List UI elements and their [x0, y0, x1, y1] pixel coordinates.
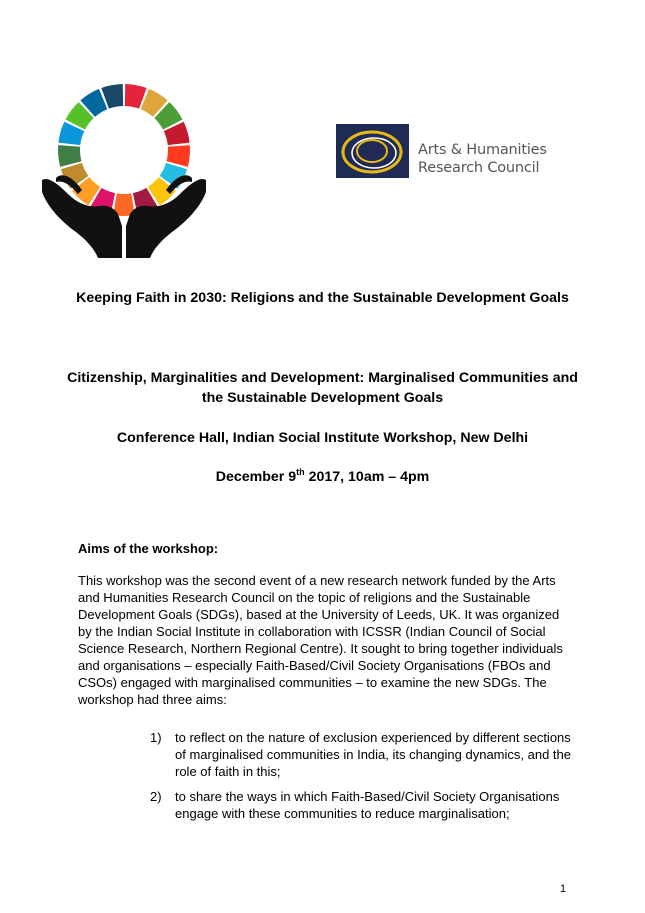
sdg-wheel-segment	[58, 145, 81, 167]
cupped-hands-icon	[42, 179, 206, 258]
sdg-wheel-hands-icon	[38, 80, 210, 260]
paragraph-line: by the Indian Social Institute in collaboration with ICSSR (Indian Council of Social	[78, 624, 546, 639]
paragraph-line: Development Goals (SDGs), based at the University of Leeds, UK. It was organized	[78, 607, 560, 622]
list-item-number: 2)	[150, 789, 162, 804]
aims-heading: Aims of the workshop:	[78, 541, 219, 556]
paragraph-line: This workshop was the second event of a new research network funded by the Arts	[78, 573, 556, 588]
ahrc-emblem-icon	[336, 124, 409, 178]
list-item-number: 1)	[150, 730, 162, 745]
paragraph-line: and organisations – especially Faith-Based/Civil Society Organisations (FBOs and	[78, 658, 551, 673]
ahrc-wordmark	[418, 141, 547, 177]
sdg-wheel-segment	[167, 145, 190, 167]
ahrc-logo	[336, 124, 566, 178]
list-item	[150, 729, 590, 780]
paragraph-line: workshop had three aims:	[78, 692, 227, 707]
paragraph-line: CSOs) engaged with marginalised communities – to examine the new SDGs. The	[78, 675, 547, 690]
list-item-line: of marginalised communities in India, its changing dynamics, and the	[175, 747, 571, 762]
date-rest: 2017, 10am – 4pm	[304, 469, 430, 485]
paragraph-line: Science Research, Northern Regional Centre). It sought to bring together individuals	[78, 641, 563, 656]
date-ordinal: th	[296, 467, 305, 477]
list-item	[150, 788, 590, 822]
aims-paragraph	[78, 572, 576, 708]
list-item-line: engage with these communities to reduce marginalisation;	[175, 806, 510, 821]
paragraph-line: and Humanities Research Council on the topic of religions and the Sustainable	[78, 590, 531, 605]
date-day: December 9	[215, 469, 297, 485]
document-subtitle: Citizenship, Marginalities and Development: Marginalised Communities and the Sustainable Development Goals	[67, 370, 578, 406]
list-item-line: to share the ways in which Faith-Based/Civil Society Organisations	[175, 789, 560, 804]
page-number: 1	[560, 883, 567, 895]
ahrc-line2: Research Council	[418, 160, 540, 176]
list-item-line: role of faith in this;	[175, 764, 281, 779]
aims-list	[150, 729, 590, 830]
ahrc-line1: Arts & Humanities	[418, 142, 547, 158]
list-item-line: to reflect on the nature of exclusion experienced by different sections	[175, 730, 571, 745]
venue-line: Conference Hall, Indian Social Institute Workshop, New Delhi	[116, 430, 529, 446]
document-title: Keeping Faith in 2030: Religions and the Sustainable Development Goals	[76, 290, 569, 306]
date-line	[60, 467, 585, 487]
sdg-wheel-hands-logo	[38, 80, 210, 260]
